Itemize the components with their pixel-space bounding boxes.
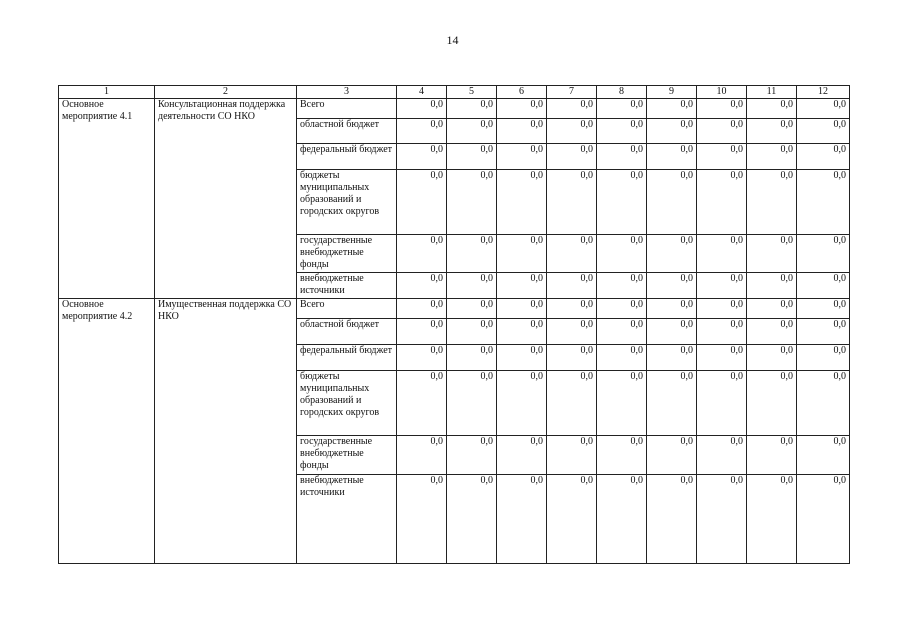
value-cell: 0,0 xyxy=(597,144,647,170)
value-cell: 0,0 xyxy=(697,319,747,345)
value-cell: 0,0 xyxy=(747,436,797,475)
column-header: 2 xyxy=(155,86,297,99)
activity-cell: Основное мероприятие 4.1 xyxy=(59,99,155,299)
value-cell: 0,0 xyxy=(797,170,850,235)
value-cell: 0,0 xyxy=(497,299,547,319)
activity-cell: Основное мероприятие 4.2 xyxy=(59,299,155,564)
value-cell: 0,0 xyxy=(747,345,797,371)
description-cell: Имущественная поддержка СО НКО xyxy=(155,299,297,564)
value-cell: 0,0 xyxy=(647,345,697,371)
value-cell: 0,0 xyxy=(447,345,497,371)
column-header: 1 xyxy=(59,86,155,99)
value-cell: 0,0 xyxy=(597,273,647,299)
table-body xyxy=(59,99,850,564)
value-cell: 0,0 xyxy=(697,299,747,319)
value-cell: 0,0 xyxy=(597,170,647,235)
value-cell: 0,0 xyxy=(497,371,547,436)
value-cell: 0,0 xyxy=(447,273,497,299)
value-cell: 0,0 xyxy=(647,235,697,273)
value-cell: 0,0 xyxy=(697,371,747,436)
value-cell: 0,0 xyxy=(797,319,850,345)
value-cell: 0,0 xyxy=(397,319,447,345)
value-cell: 0,0 xyxy=(747,299,797,319)
value-cell: 0,0 xyxy=(647,119,697,144)
value-cell: 0,0 xyxy=(547,144,597,170)
value-cell: 0,0 xyxy=(397,235,447,273)
value-cell: 0,0 xyxy=(397,345,447,371)
value-cell: 0,0 xyxy=(497,119,547,144)
table-row xyxy=(59,299,850,319)
value-cell: 0,0 xyxy=(497,144,547,170)
value-cell: 0,0 xyxy=(697,436,747,475)
column-header: 6 xyxy=(497,86,547,99)
value-cell: 0,0 xyxy=(697,273,747,299)
column-header: 8 xyxy=(597,86,647,99)
column-header: 11 xyxy=(747,86,797,99)
column-header: 3 xyxy=(297,86,397,99)
value-cell: 0,0 xyxy=(597,319,647,345)
value-cell: 0,0 xyxy=(747,475,797,564)
column-header: 10 xyxy=(697,86,747,99)
table-row xyxy=(59,99,850,119)
value-cell: 0,0 xyxy=(747,119,797,144)
value-cell: 0,0 xyxy=(697,144,747,170)
description-cell: Консультационная поддержка деятельности СО НКО xyxy=(155,99,297,299)
value-cell: 0,0 xyxy=(447,170,497,235)
budget-table xyxy=(58,85,850,564)
value-cell: 0,0 xyxy=(547,99,597,119)
value-cell: 0,0 xyxy=(547,299,597,319)
value-cell: 0,0 xyxy=(497,170,547,235)
value-cell: 0,0 xyxy=(647,99,697,119)
funding-source-cell: бюджеты муниципальных образований и городских округов xyxy=(297,371,397,436)
value-cell: 0,0 xyxy=(697,345,747,371)
value-cell: 0,0 xyxy=(497,345,547,371)
value-cell: 0,0 xyxy=(447,119,497,144)
funding-source-cell: областной бюджет xyxy=(297,319,397,345)
value-cell: 0,0 xyxy=(547,273,597,299)
value-cell: 0,0 xyxy=(597,99,647,119)
value-cell: 0,0 xyxy=(747,319,797,345)
value-cell: 0,0 xyxy=(497,319,547,345)
value-cell: 0,0 xyxy=(547,475,597,564)
value-cell: 0,0 xyxy=(497,436,547,475)
value-cell: 0,0 xyxy=(547,170,597,235)
value-cell: 0,0 xyxy=(747,273,797,299)
funding-source-cell: Всего xyxy=(297,299,397,319)
value-cell: 0,0 xyxy=(447,99,497,119)
value-cell: 0,0 xyxy=(447,436,497,475)
value-cell: 0,0 xyxy=(747,235,797,273)
value-cell: 0,0 xyxy=(747,144,797,170)
value-cell: 0,0 xyxy=(397,119,447,144)
value-cell: 0,0 xyxy=(397,99,447,119)
value-cell: 0,0 xyxy=(547,235,597,273)
value-cell: 0,0 xyxy=(447,475,497,564)
funding-source-cell: бюджеты муниципальных образований и городских округов xyxy=(297,170,397,235)
value-cell: 0,0 xyxy=(647,144,697,170)
value-cell: 0,0 xyxy=(447,144,497,170)
value-cell: 0,0 xyxy=(647,299,697,319)
value-cell: 0,0 xyxy=(697,235,747,273)
funding-source-cell: федеральный бюджет xyxy=(297,345,397,371)
value-cell: 0,0 xyxy=(647,273,697,299)
value-cell: 0,0 xyxy=(647,319,697,345)
value-cell: 0,0 xyxy=(497,235,547,273)
column-header: 12 xyxy=(797,86,850,99)
value-cell: 0,0 xyxy=(447,235,497,273)
value-cell: 0,0 xyxy=(447,371,497,436)
value-cell: 0,0 xyxy=(747,371,797,436)
value-cell: 0,0 xyxy=(697,170,747,235)
funding-source-cell: внебюджетные источники xyxy=(297,475,397,564)
value-cell: 0,0 xyxy=(597,299,647,319)
column-header: 4 xyxy=(397,86,447,99)
value-cell: 0,0 xyxy=(747,170,797,235)
value-cell: 0,0 xyxy=(397,144,447,170)
value-cell: 0,0 xyxy=(397,299,447,319)
value-cell: 0,0 xyxy=(797,144,850,170)
value-cell: 0,0 xyxy=(597,371,647,436)
page-number: 14 xyxy=(446,33,459,47)
header-row xyxy=(59,86,850,99)
value-cell: 0,0 xyxy=(397,273,447,299)
value-cell: 0,0 xyxy=(397,371,447,436)
value-cell: 0,0 xyxy=(797,371,850,436)
value-cell: 0,0 xyxy=(447,319,497,345)
value-cell: 0,0 xyxy=(647,371,697,436)
value-cell: 0,0 xyxy=(797,475,850,564)
value-cell: 0,0 xyxy=(397,170,447,235)
value-cell: 0,0 xyxy=(597,235,647,273)
value-cell: 0,0 xyxy=(597,436,647,475)
value-cell: 0,0 xyxy=(497,273,547,299)
value-cell: 0,0 xyxy=(497,99,547,119)
column-header: 7 xyxy=(547,86,597,99)
value-cell: 0,0 xyxy=(397,475,447,564)
funding-source-cell: областной бюджет xyxy=(297,119,397,144)
funding-source-cell: государственные внебюджетные фонды xyxy=(297,235,397,273)
value-cell: 0,0 xyxy=(597,345,647,371)
value-cell: 0,0 xyxy=(797,273,850,299)
column-header: 5 xyxy=(447,86,497,99)
value-cell: 0,0 xyxy=(747,99,797,119)
value-cell: 0,0 xyxy=(647,475,697,564)
value-cell: 0,0 xyxy=(797,345,850,371)
value-cell: 0,0 xyxy=(547,119,597,144)
value-cell: 0,0 xyxy=(697,99,747,119)
value-cell: 0,0 xyxy=(547,319,597,345)
value-cell: 0,0 xyxy=(697,475,747,564)
value-cell: 0,0 xyxy=(797,235,850,273)
value-cell: 0,0 xyxy=(797,436,850,475)
value-cell: 0,0 xyxy=(547,345,597,371)
value-cell: 0,0 xyxy=(497,475,547,564)
value-cell: 0,0 xyxy=(397,436,447,475)
funding-source-cell: Всего xyxy=(297,99,397,119)
funding-source-cell: государственные внебюджетные фонды xyxy=(297,436,397,475)
value-cell: 0,0 xyxy=(647,436,697,475)
value-cell: 0,0 xyxy=(597,475,647,564)
value-cell: 0,0 xyxy=(547,371,597,436)
value-cell: 0,0 xyxy=(797,99,850,119)
value-cell: 0,0 xyxy=(547,436,597,475)
value-cell: 0,0 xyxy=(697,119,747,144)
funding-source-cell: внебюджетные источники xyxy=(297,273,397,299)
funding-source-cell: федеральный бюджет xyxy=(297,144,397,170)
value-cell: 0,0 xyxy=(647,170,697,235)
value-cell: 0,0 xyxy=(597,119,647,144)
value-cell: 0,0 xyxy=(447,299,497,319)
value-cell: 0,0 xyxy=(797,299,850,319)
column-header: 9 xyxy=(647,86,697,99)
value-cell: 0,0 xyxy=(797,119,850,144)
